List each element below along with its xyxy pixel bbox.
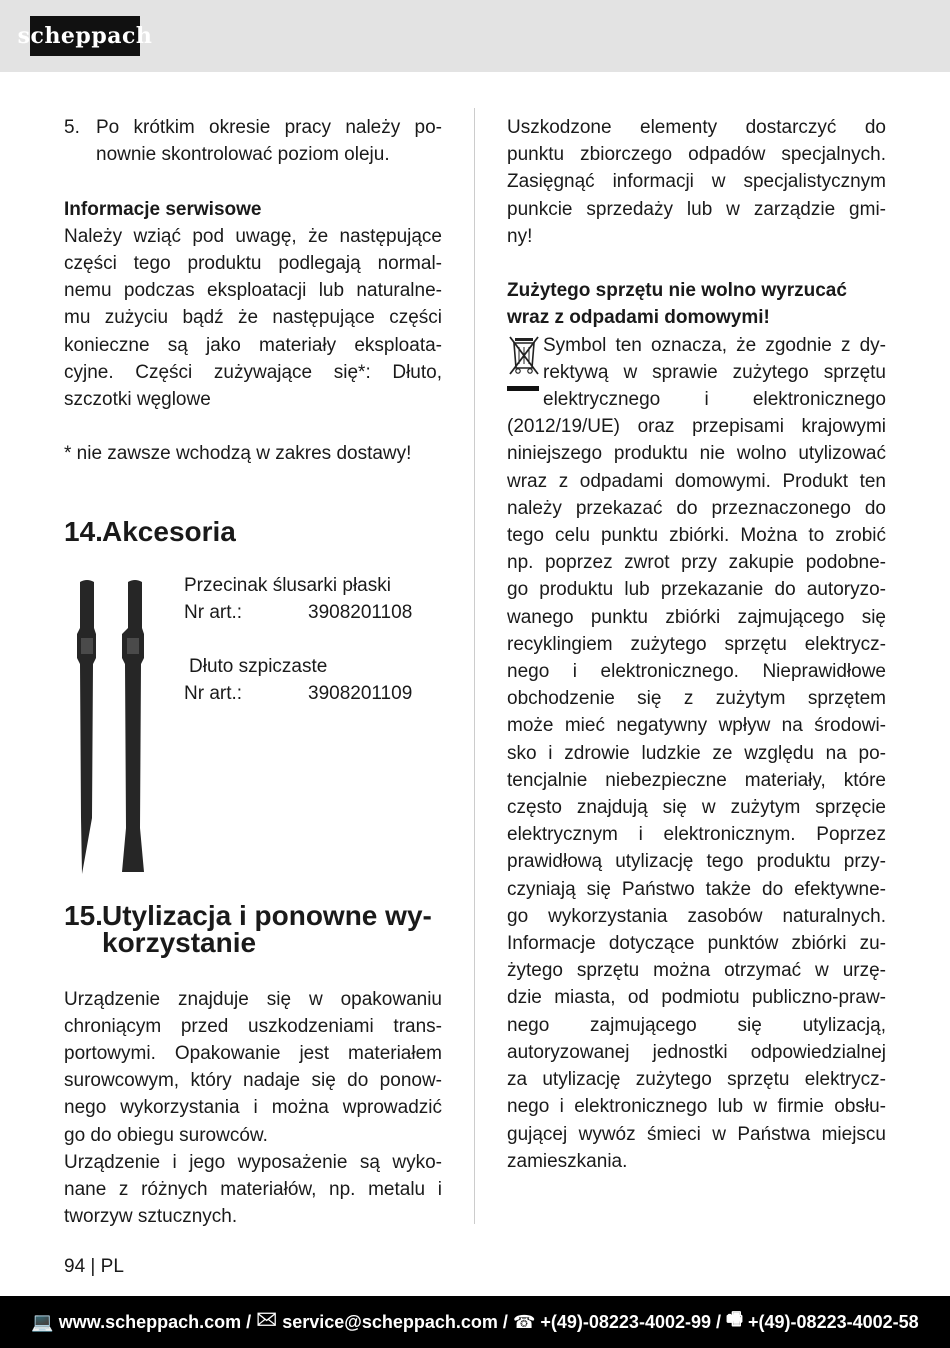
disposal-line: go do obiegu surowców. <box>64 1124 268 1146</box>
weee-line: Symbol ten oznacza, że zgodnie z dy- <box>543 334 886 356</box>
weee-line: (2012/19/UE) oraz przepisami krajowymi <box>507 416 886 438</box>
weee-line: czyniają się Państwo także do efektywne- <box>507 878 886 900</box>
weee-line: obchodzenie się z zużytym sprzętem <box>507 688 886 710</box>
email-link[interactable]: service@scheppach.com <box>282 1311 498 1332</box>
section-15-heading: 15. Utylizacja i ponowne wy- korzystanie <box>64 899 432 958</box>
service-line: Należy wziąć pod uwagę, że następujące <box>64 225 442 247</box>
hazardous-line: punktu zbiorczego odpadów specjalnych. <box>507 144 886 166</box>
weee-line: sko i zdrowie ludzkie ze względu na po- <box>507 742 886 764</box>
web-icon: 💻 <box>31 1311 54 1332</box>
article-number-row <box>184 680 444 707</box>
weee-line: prawidłową utylizację tego produktu przy- <box>507 851 886 873</box>
weee-paragraph <box>507 332 886 1175</box>
weee-line: wanego punktu zbiórki zajmującego się <box>507 606 886 628</box>
hazardous-line: ny! <box>507 225 533 247</box>
hazardous-line: punkcie sprzedaży lub w zarządzie gmi- <box>507 198 886 220</box>
service-heading: Informacje serwisowe <box>64 198 262 220</box>
separator: / <box>711 1311 727 1332</box>
weee-line: należy przekazać do przeznaczonego do <box>507 497 886 519</box>
weee-line: go produktu lub przekazanie do autoryzo- <box>507 579 886 601</box>
weee-line: za utylizację zużytego sprzętu elektrycz- <box>507 1069 886 1091</box>
step-text-line: Po krótkim okresie pracy należy po- <box>96 117 442 138</box>
article-value: 3908201108 <box>308 601 413 623</box>
disposal-line: nane z różnych materiałów, np. metalu i <box>64 1179 442 1201</box>
weee-line: elektrycznym i elektronicznym. Poprzez <box>507 824 886 846</box>
left-column <box>64 114 442 1230</box>
warning-line: Zużytego sprzętu nie wolno wyrzucać <box>507 280 847 302</box>
service-line: szczotki węglowe <box>64 389 211 411</box>
hazardous-line: Zasięgnąć informacji w specjalistycznym <box>507 171 886 193</box>
website-link[interactable]: www.scheppach.com <box>58 1311 242 1332</box>
right-column <box>507 114 886 1175</box>
accessory-name: Dłuto szpiczaste <box>189 656 328 678</box>
weee-line: recyklingiem zużytego sprzętu elektrycz- <box>507 633 886 655</box>
article-number-row <box>184 599 444 626</box>
weee-line: nego zajmującego się utylizacją, <box>507 1014 886 1036</box>
accessory-name: Przecinak ślusarki płaski <box>184 574 391 596</box>
disposal-line: Urządzenie znajduje się w opakowaniu <box>64 988 442 1010</box>
step-number: 5. <box>64 117 80 138</box>
separator: / <box>497 1311 513 1332</box>
phone-number: +(49)-08223-4002-99 <box>540 1311 711 1332</box>
scheppach-logo: scheppach <box>30 16 140 56</box>
weee-line: dzie miasta, od podmiotu publiczno-praw- <box>507 987 886 1009</box>
disposal-line: chroniącym przed uszkodzeniami trans- <box>64 1015 442 1037</box>
disposal-line: Urządzenie i jego wyposażenie są wyko- <box>64 1151 442 1173</box>
column-divider <box>474 108 475 1224</box>
weee-line: rektywą w sprawie zużytego sprzętu <box>543 361 886 383</box>
hazardous-line: Uszkodzone elementy dostarczyć do <box>507 117 886 138</box>
weee-line: nego i elektronicznego lub w firmie obsłu- <box>507 1096 886 1118</box>
disposal-line: portowymi. Opakowanie jest materiałem <box>64 1043 442 1065</box>
weee-line: go wykorzystania zasobów naturalnych. <box>507 905 886 927</box>
weee-line: tencjalnie niebezpieczne materiały, które <box>507 769 886 791</box>
chisel-illustration <box>72 578 162 878</box>
crossed-out-wheelie-bin-icon <box>507 334 541 396</box>
weee-line: wraz z odpadami domowymi. Produkt ten <box>507 470 886 492</box>
section-14-heading: 14. Akcesoria <box>64 515 236 547</box>
disposal-paragraph-2 <box>64 1149 442 1231</box>
header-band <box>0 0 950 72</box>
weee-line: niniejszego produktu nie wolno utylizować <box>507 443 886 465</box>
weee-line: Informacje dotyczące punktów zbiórki zu- <box>507 933 886 955</box>
service-paragraph <box>64 223 442 413</box>
weee-line: zamieszkania. <box>507 1150 628 1172</box>
service-line: cyjne. Części zużywające się*: Dłuto, <box>64 361 442 383</box>
disposal-line: tworzyw sztucznych. <box>64 1206 238 1228</box>
disposal-line: nego wykorzystania i można wprowadzić <box>64 1097 442 1119</box>
service-line: mu zużyciu bądź że następujące części <box>64 307 442 329</box>
disposal-line: surowcowym, który nadaje się do ponow- <box>64 1070 442 1092</box>
weee-line: autoryzowanej jednostki odpowiedzialnej <box>507 1041 886 1063</box>
fax-icon: 🖷 <box>726 1309 744 1329</box>
warning-line: wraz z odpadami domowymi! <box>507 307 770 329</box>
hazardous-paragraph <box>507 114 886 250</box>
weee-line: żytego sprzętu można otrzymać w urzę- <box>507 960 886 982</box>
fax-number: +(49)-08223-4002-58 <box>748 1311 919 1332</box>
weee-line: nego i elektronicznego. Nieprawidłowe <box>507 661 886 683</box>
service-line: nemu podczas eksploatacji lub naturalne- <box>64 280 442 302</box>
weee-line: gującej wywóz śmieci w Państwa miejscu <box>507 1123 886 1145</box>
article-label: Nr art.: <box>184 601 243 623</box>
step-5 <box>64 114 442 168</box>
accessories-list <box>184 572 444 708</box>
disposal-paragraph-1 <box>64 986 442 1149</box>
service-line: części tego produktu podlegają normal- <box>64 253 442 274</box>
weee-line: tego celu punktu zbiórki. Można to zrobić <box>507 525 886 547</box>
accessories-block <box>64 572 442 902</box>
phone-icon: ☎ <box>512 1311 536 1332</box>
article-label: Nr art.: <box>184 683 243 705</box>
step-text-line: nownie skontrolować poziom oleju. <box>96 144 390 166</box>
footer-contact-bar <box>0 1296 950 1348</box>
weee-line: może mieć negatywny wpływ na środowi- <box>507 715 886 737</box>
article-value: 3908201109 <box>308 683 413 705</box>
footnote: * nie zawsze wchodzą w zakres dostawy! <box>64 443 412 465</box>
service-line: konieczne są jako materiały eksploata- <box>64 334 442 356</box>
weee-line: często znajdują się w zużytym sprzęcie <box>507 797 886 819</box>
weee-line: elektrycznego i elektronicznego <box>543 389 886 411</box>
weee-line: np. poprzez zwrot przy zakupie podobne- <box>507 552 886 574</box>
mail-icon: 🖂 <box>256 1309 278 1329</box>
page-number: 94 | PL <box>64 1256 124 1277</box>
separator: / <box>241 1311 257 1332</box>
